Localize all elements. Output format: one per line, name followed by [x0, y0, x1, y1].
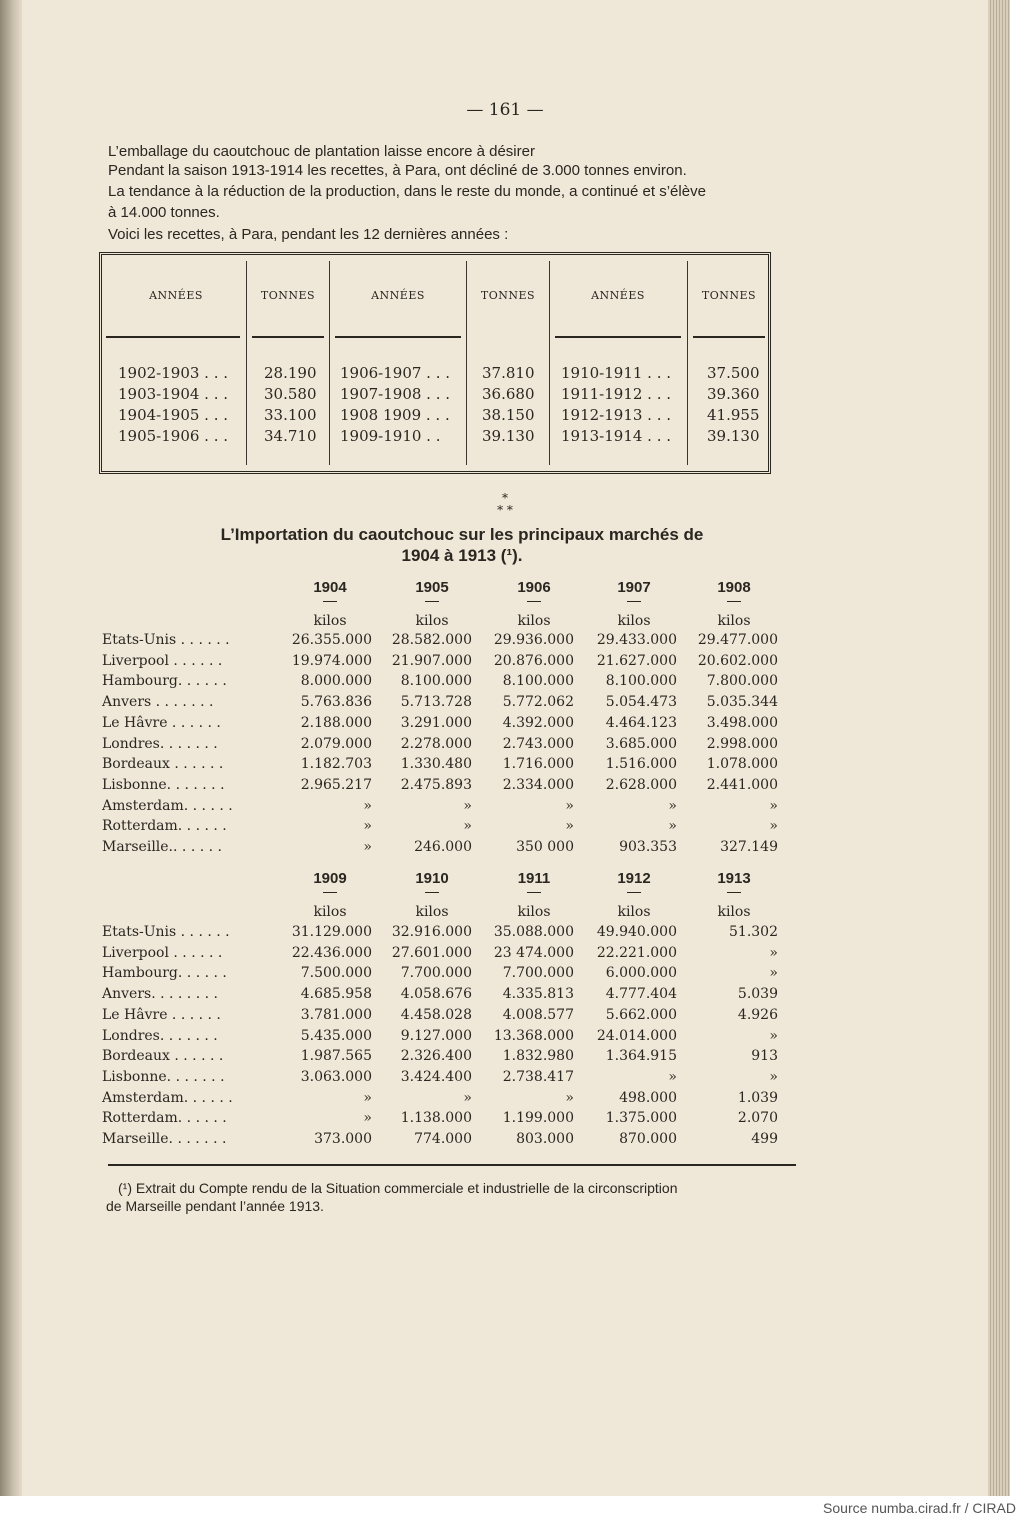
- import-value-cell: 4.335.813: [502, 986, 574, 1003]
- market-name: Etats-Unis . . . . . .: [102, 632, 230, 648]
- year-range-cell: 1903-1904 . . .: [118, 385, 229, 403]
- paragraph-line: à 14.000 tonnes.: [108, 204, 220, 221]
- market-name: Liverpool . . . . . .: [102, 652, 223, 669]
- unit-label: kilos: [415, 613, 449, 629]
- import-value-cell: 1.078.000: [706, 756, 778, 773]
- market-name: Amsterdam. . . . . .: [102, 1089, 233, 1106]
- import-value-cell: 8.100.000: [502, 673, 574, 690]
- import-value-cell: 5.435.000: [300, 1027, 372, 1044]
- import-value-cell: »: [668, 818, 677, 835]
- year-header: 1909: [313, 870, 347, 887]
- year-range-cell: 1908 1909 . . .: [340, 406, 450, 424]
- tonnage-cell: 37.500: [707, 364, 760, 382]
- unit-label: kilos: [415, 904, 449, 920]
- import-value-cell: 51.302: [729, 924, 778, 940]
- tonnage-cell: 38.150: [482, 406, 535, 424]
- market-name: Marseille. . . . . . .: [102, 1131, 227, 1147]
- import-value-cell: 29.433.000: [596, 632, 677, 648]
- import-value-cell: 2.079.000: [300, 735, 372, 752]
- header-rule: [555, 336, 681, 338]
- year-range-cell: 1912-1913 . . .: [561, 406, 672, 424]
- import-value-cell: 1.199.000: [502, 1110, 574, 1127]
- import-value-cell: 5.662.000: [605, 1006, 677, 1023]
- year-dash: [425, 892, 439, 893]
- column-divider: [246, 261, 247, 465]
- unit-label: kilos: [717, 613, 751, 629]
- market-name: Londres. . . . . . .: [102, 1027, 218, 1044]
- import-value-cell: 2.334.000: [502, 776, 574, 793]
- year-header: 1904: [313, 579, 347, 596]
- import-value-cell: 2.738.417: [502, 1068, 574, 1085]
- import-value-cell: 32.916.000: [391, 924, 472, 940]
- import-value-cell: 8.100.000: [605, 673, 677, 690]
- year-range-cell: 1910-1911 . . .: [561, 364, 672, 382]
- import-value-cell: 1.375.000: [605, 1110, 677, 1127]
- import-value-cell: 3.063.000: [300, 1068, 372, 1085]
- year-dash: [627, 892, 641, 893]
- year-header: 1913: [717, 870, 751, 887]
- source-credit: Source numba.cirad.fr / CIRAD: [823, 1500, 1016, 1516]
- tonnage-cell: 39.360: [707, 385, 760, 403]
- tonnage-cell: 41.955: [707, 406, 760, 424]
- footnote-line: (¹) Extrait du Compte rendu de la Situation commerciale et industrielle de la circonscription: [118, 1180, 678, 1196]
- import-value-cell: »: [363, 797, 372, 814]
- import-value-cell: 3.781.000: [300, 1006, 372, 1023]
- import-value-cell: 20.602.000: [697, 652, 778, 669]
- import-value-cell: »: [463, 797, 472, 814]
- page: [22, 0, 988, 1496]
- market-name: Rotterdam. . . . . .: [102, 818, 227, 835]
- import-value-cell: 6.000.000: [605, 965, 677, 982]
- year-header: 1910: [415, 870, 449, 887]
- import-value-cell: 774.000: [414, 1131, 472, 1147]
- import-value-cell: 4.392.000: [502, 714, 574, 731]
- paragraph-line: Voici les recettes, à Para, pendant les 12 dernières années :: [108, 226, 509, 243]
- import-value-cell: 4.926: [737, 1006, 778, 1023]
- import-value-cell: 2.475.893: [400, 776, 472, 793]
- year-header: 1906: [517, 579, 551, 596]
- market-name: Anvers . . . . . . .: [102, 694, 214, 711]
- unit-label: kilos: [313, 613, 347, 629]
- import-value-cell: 8.000.000: [300, 673, 372, 690]
- separator-stars: * *: [497, 503, 513, 517]
- year-dash: [727, 601, 741, 602]
- import-value-cell: »: [668, 1068, 677, 1085]
- import-value-cell: 1.987.565: [300, 1048, 372, 1065]
- column-divider: [549, 261, 550, 465]
- import-value-cell: 28.582.000: [391, 632, 472, 648]
- import-value-cell: 1.716.000: [502, 756, 574, 773]
- market-name: Hambourg. . . . . .: [102, 965, 227, 982]
- market-name: Bordeaux . . . . . .: [102, 756, 224, 773]
- separator-star: *: [502, 491, 508, 505]
- import-value-cell: »: [363, 1089, 372, 1106]
- import-value-cell: 2.326.400: [400, 1048, 472, 1065]
- import-value-cell: 29.936.000: [493, 632, 574, 648]
- import-value-cell: »: [363, 839, 372, 855]
- import-value-cell: 22.436.000: [291, 944, 372, 961]
- unit-label: kilos: [617, 613, 651, 629]
- year-dash: [425, 601, 439, 602]
- tonnage-cell: 34.710: [264, 427, 317, 445]
- import-value-cell: 2.278.000: [400, 735, 472, 752]
- import-value-cell: 21.907.000: [391, 652, 472, 669]
- column-header: ANNÉES: [149, 289, 203, 302]
- year-dash: [323, 601, 337, 602]
- import-value-cell: »: [363, 1110, 372, 1127]
- year-header: 1907: [617, 579, 651, 596]
- import-value-cell: 49.940.000: [596, 924, 677, 940]
- import-value-cell: 350 000: [516, 839, 574, 855]
- import-value-cell: 20.876.000: [493, 652, 574, 669]
- import-value-cell: »: [463, 818, 472, 835]
- paragraph-line: La tendance à la réduction de la production, dans le reste du monde, a continué et s’élève: [108, 183, 706, 200]
- year-range-cell: 1904-1905 . . .: [118, 406, 229, 424]
- year-range-cell: 1902-1903 . . .: [118, 364, 229, 382]
- import-value-cell: 22.221.000: [596, 944, 677, 961]
- year-dash: [727, 892, 741, 893]
- unit-label: kilos: [617, 904, 651, 920]
- market-name: Lisbonne. . . . . . .: [102, 1068, 225, 1085]
- footnote-rule: [108, 1164, 796, 1166]
- import-value-cell: 27.601.000: [391, 944, 472, 961]
- book-spine: [0, 0, 22, 1496]
- import-value-cell: 2.070: [737, 1110, 778, 1127]
- import-value-cell: »: [565, 1089, 574, 1106]
- market-name: Le Hâvre . . . . . .: [102, 1006, 221, 1023]
- tonnage-cell: 36.680: [482, 385, 535, 403]
- para-receipts-table: [99, 252, 771, 474]
- year-range-cell: 1907-1908 . . .: [340, 385, 451, 403]
- import-value-cell: 1.516.000: [605, 756, 677, 773]
- import-value-cell: 9.127.000: [400, 1027, 472, 1044]
- unit-label: kilos: [517, 613, 551, 629]
- import-value-cell: »: [769, 944, 778, 961]
- column-header: TONNES: [701, 289, 757, 302]
- paragraph-line: Pendant la saison 1913-1914 les recettes, à Para, ont décliné de 3.000 tonnes environ.: [108, 162, 687, 179]
- import-value-cell: 1.138.000: [400, 1110, 472, 1127]
- import-value-cell: 4.008.577: [502, 1006, 574, 1023]
- import-value-cell: »: [565, 818, 574, 835]
- import-value-cell: »: [769, 797, 778, 814]
- unit-label: kilos: [313, 904, 347, 920]
- import-value-cell: 26.355.000: [291, 632, 372, 648]
- import-subtitle: 1904 à 1913 (¹).: [401, 546, 523, 565]
- year-header: 1908: [717, 579, 751, 596]
- year-range-cell: 1911-1912 . . .: [561, 385, 672, 403]
- market-name: Londres. . . . . . .: [102, 735, 218, 752]
- import-value-cell: 31.129.000: [291, 924, 372, 940]
- import-value-cell: »: [668, 797, 677, 814]
- market-name: Etats-Unis . . . . . .: [102, 924, 230, 940]
- column-header: TONNES: [480, 289, 536, 302]
- import-value-cell: 5.772.062: [502, 694, 574, 711]
- footnote-line: de Marseille pendant l’année 1913.: [106, 1198, 324, 1214]
- import-value-cell: 1.364.915: [605, 1048, 677, 1065]
- year-header: 1912: [617, 870, 651, 887]
- year-dash: [527, 601, 541, 602]
- import-value-cell: 4.464.123: [605, 714, 677, 731]
- import-value-cell: 4.458.028: [400, 1006, 472, 1023]
- import-value-cell: 5.054.473: [605, 694, 677, 711]
- import-value-cell: 327.149: [720, 839, 778, 855]
- year-range-cell: 1909-1910 . .: [340, 427, 441, 445]
- import-title: L’Importation du caoutchouc sur les principaux marchés de: [220, 525, 704, 544]
- market-name: Liverpool . . . . . .: [102, 944, 223, 961]
- tonnage-cell: 28.190: [264, 364, 317, 382]
- import-value-cell: »: [363, 818, 372, 835]
- import-value-cell: 2.965.217: [300, 776, 372, 793]
- import-value-cell: 2.743.000: [502, 735, 574, 752]
- column-header: ANNÉES: [591, 289, 645, 302]
- page-number: — 161 —: [466, 100, 544, 120]
- market-name: Le Hâvre . . . . . .: [102, 714, 221, 731]
- column-header: TONNES: [260, 289, 316, 302]
- market-name: Bordeaux . . . . . .: [102, 1048, 224, 1065]
- import-value-cell: »: [769, 965, 778, 982]
- import-value-cell: 7.800.000: [706, 673, 778, 690]
- tonnage-cell: 39.130: [482, 427, 535, 445]
- import-value-cell: 4.777.404: [605, 986, 677, 1003]
- market-name: Hambourg. . . . . .: [102, 673, 227, 690]
- import-value-cell: 3.424.400: [400, 1068, 472, 1085]
- import-value-cell: 246.000: [414, 839, 472, 855]
- import-value-cell: 2.998.000: [706, 735, 778, 752]
- tonnage-cell: 33.100: [264, 406, 317, 424]
- import-value-cell: 19.974.000: [291, 652, 372, 669]
- import-value-cell: 4.058.676: [400, 986, 472, 1003]
- import-value-cell: 8.100.000: [400, 673, 472, 690]
- header-rule: [693, 336, 765, 338]
- import-value-cell: 7.700.000: [400, 965, 472, 982]
- year-range-cell: 1913-1914 . . .: [561, 427, 672, 445]
- import-value-cell: 3.291.000: [400, 714, 472, 731]
- import-value-cell: 499: [751, 1131, 778, 1147]
- import-value-cell: 1.330.480: [400, 756, 472, 773]
- import-value-cell: 2.441.000: [706, 776, 778, 793]
- import-value-cell: 7.500.000: [300, 965, 372, 982]
- import-value-cell: 29.477.000: [697, 632, 778, 648]
- import-value-cell: »: [769, 1068, 778, 1085]
- import-value-cell: »: [769, 1027, 778, 1044]
- tonnage-cell: 30.580: [264, 385, 317, 403]
- import-value-cell: 803.000: [516, 1131, 574, 1147]
- import-value-cell: 1.832.980: [502, 1048, 574, 1065]
- market-name: Rotterdam. . . . . .: [102, 1110, 227, 1127]
- import-value-cell: 870.000: [619, 1131, 677, 1147]
- import-value-cell: »: [463, 1089, 472, 1106]
- import-value-cell: 35.088.000: [493, 924, 574, 940]
- import-value-cell: 1.039: [737, 1089, 778, 1106]
- market-name: Amsterdam. . . . . .: [102, 797, 233, 814]
- column-divider: [466, 261, 467, 465]
- import-value-cell: 5.035.344: [706, 694, 778, 711]
- paragraph-line: L’emballage du caoutchouc de plantation laisse encore à désirer: [108, 143, 535, 160]
- year-dash: [527, 892, 541, 893]
- import-value-cell: 5.039: [737, 986, 778, 1003]
- import-value-cell: 21.627.000: [596, 652, 677, 669]
- page-edges: [988, 0, 1010, 1496]
- import-value-cell: 3.498.000: [706, 714, 778, 731]
- tonnage-cell: 39.130: [707, 427, 760, 445]
- import-value-cell: 2.188.000: [300, 714, 372, 731]
- column-header: ANNÉES: [371, 289, 425, 302]
- header-rule: [335, 336, 461, 338]
- header-rule: [252, 336, 324, 338]
- year-range-cell: 1906-1907 . . .: [340, 364, 451, 382]
- year-dash: [323, 892, 337, 893]
- year-header: 1905: [415, 579, 449, 596]
- year-dash: [627, 601, 641, 602]
- import-value-cell: »: [769, 818, 778, 835]
- import-value-cell: 5.763.836: [300, 694, 372, 711]
- import-value-cell: 24.014.000: [596, 1027, 677, 1044]
- import-value-cell: 4.685.958: [300, 986, 372, 1003]
- import-value-cell: 1.182.703: [300, 756, 372, 773]
- header-rule: [106, 336, 240, 338]
- unit-label: kilos: [717, 904, 751, 920]
- import-value-cell: 13.368.000: [493, 1027, 574, 1044]
- unit-label: kilos: [517, 904, 551, 920]
- import-value-cell: 23 474.000: [493, 944, 574, 961]
- import-value-cell: 5.713.728: [400, 694, 472, 711]
- year-range-cell: 1905-1906 . . .: [118, 427, 229, 445]
- column-divider: [687, 261, 688, 465]
- tonnage-cell: 37.810: [482, 364, 535, 382]
- import-value-cell: 903.353: [619, 839, 677, 855]
- market-name: Marseille.. . . . . .: [102, 839, 222, 855]
- import-value-cell: 2.628.000: [605, 776, 677, 793]
- import-value-cell: 913: [751, 1048, 778, 1065]
- import-value-cell: »: [565, 797, 574, 814]
- import-value-cell: 373.000: [314, 1131, 372, 1147]
- market-name: Lisbonne. . . . . . .: [102, 776, 225, 793]
- section-separator: [22, 492, 988, 516]
- import-value-cell: 7.700.000: [502, 965, 574, 982]
- import-value-cell: 498.000: [619, 1089, 677, 1106]
- column-divider: [329, 261, 330, 465]
- market-name: Anvers. . . . . . . .: [102, 986, 218, 1003]
- year-header: 1911: [517, 870, 551, 887]
- import-value-cell: 3.685.000: [605, 735, 677, 752]
